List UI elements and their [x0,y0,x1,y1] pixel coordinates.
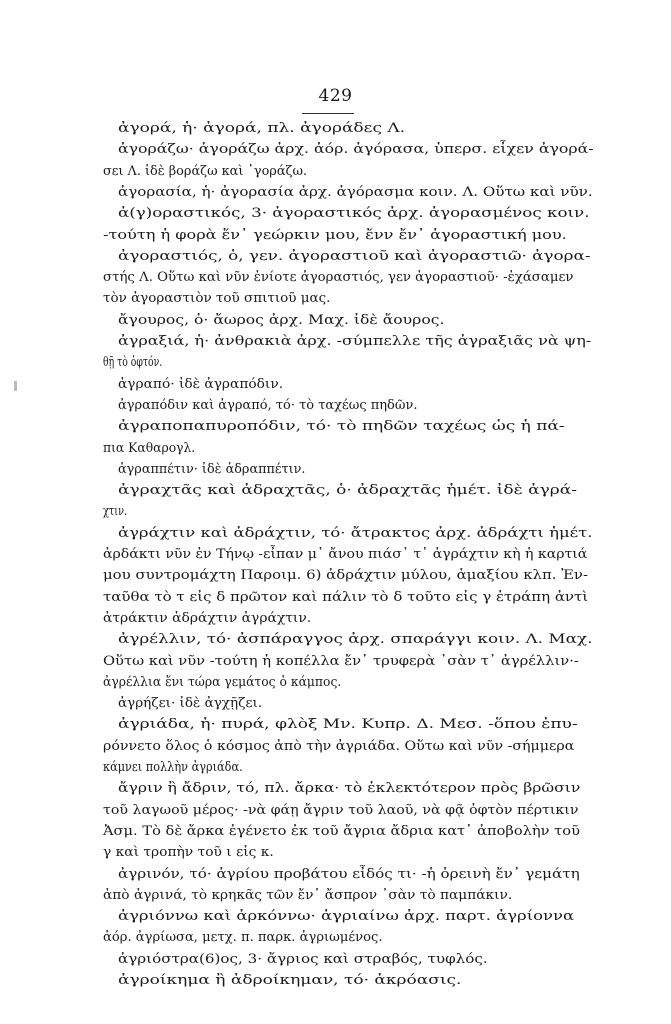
entry-line: ἀγραποπαπυροπόδιν, τό· τὸ πηδῶν ταχέως ὡς ἡ πά- [118,418,565,434]
entry-line: ἀγοράζω· ἀγοράζω ἀρχ. ἀόρ. ἀγόρασα, ὑπερσ. εἶχεν ἀγορά- [118,141,594,157]
page-number: 429 [318,86,353,106]
entry-line: στής Λ. Οὕτω καὶ νῦν ἐνίοτε ἀγοραστιός, γεν ἀγοραστιοῦ· -ἐχάσαμεν [103,269,574,285]
entry-line: ἀγραξιά, ἡ· ἀνθρακιὰ ἀρχ. -σύμπελλε τῆς ἀγραξιᾶς νὰ ψη- [118,333,592,348]
entry-line: ἀγραπόδιν καὶ ἀγραπό, τό· τὸ ταχέως πηδῶν. [118,396,418,412]
entry-line: θῇ τὸ ὀφτόν. [103,354,163,370]
entry-line: ἄγριν ἢ ἄδριν, τό, πλ. ἄρκα· τὸ ἐκλεκτότερον πρὸς βρῶσιν [118,780,581,796]
entry-line: ἀγραχτᾶς καὶ ἀδραχτᾶς, ὁ· ἀδραχτᾶς ἡμέτ. ἰδὲ ἀγρά- [118,482,578,498]
entry-line: ἀγρήζει· ἰδὲ ἀγχῇζει. [118,695,263,711]
entry-line: χτιν. [103,503,128,519]
entry-line: ἀγραππέτιν· ἰδὲ ἀδραππέτιν. [118,460,306,476]
entry-line: ἀρδάκτι νῦν ἐν Τήνῳ -εἶπαν μ᾽ ἄνου πιάσ᾽ τ᾽ ἀγράχτιν κὴ ἡ καρτιά [103,546,588,561]
entry-line: ἀγορά, ἡ· ἀγορά, πλ. ἀγοράδες Λ. [118,120,406,135]
entry-line: ἀγοραστιός, ὁ, γεν. ἀγοραστιοῦ καὶ ἀγοραστιῶ· ἀγορα- [118,247,591,263]
entry-line: τὸν ἀγοραστιὸν τοῦ σπιτιοῦ μας. [103,290,331,306]
entry-line: ἀγρινόν, τό· ἀγρίου προβάτου εἶδός τι· -ἡ ὀρεινὴ ἔν᾽ γεμάτη [118,865,580,881]
entry-line: ἀγρέλλιν, τό· ἀσπάραγγος ἀρχ. σπαράγγι κοιν. Λ. Μαχ. [118,631,593,647]
entry-line: ἀγρέλλια ἔνι τώρα γεμάτος ὁ κάμπος. [103,673,342,689]
entry-line: τοῦ λαγωοῦ μέρος· -νὰ φάῃ ἄγριν τοῦ λαοῦ, νὰ φᾷ ὀφτὸν πέρτικιν [103,801,579,817]
entry-line: Οὕτω καὶ νῦν -τούτη ἡ κοπέλλα ἔν᾽ τρυφερὰ ᾽σὰν τ᾽ ἀγρέλλιν·- [103,652,579,668]
margin-mark [14,381,17,391]
entry-line: κάμνει πολλὴν ἀγριάδα. [103,759,243,774]
entry-line: ἀγροίκημα ἢ ἀδροίκημαν, τό· ἀκρόασις. [118,972,462,987]
entry-line: ἄγουρος, ὁ· ἄωρος ἀρχ. Μαχ. ἰδὲ ἄουρος. [118,311,445,327]
entry-line: ἀ(γ)οραστικός, 3· ἀγοραστικός ἀρχ. ἀγορασμένος κοιν. [118,205,590,221]
entry-line: ἀγορασία, ἡ· ἀγορασία ἀρχ. ἀγόρασμα κοιν. Λ. Οὕτω καὶ νῦν. [118,183,593,199]
entry-line: ταῦθα τὸ τ εἰς δ πρῶτον καὶ πάλιν τὸ δ τοῦτο εἰς γ ἐτράπη ἀντὶ [103,588,589,604]
entry-line: ἀτράκτιν ἀδράχτιν ἀγράχτιν. [103,609,312,625]
entry-line: γ καὶ τροπὴν τοῦ ι εἰς κ. [103,844,274,860]
entry-line: ἀγραπό· ἰδὲ ἀγραπόδιν. [118,375,284,391]
entry-line: ἀγριάδα, ἡ· πυρά, φλὸξ Μν. Κυπρ. Δ. Μεσ. -ὅπου ἐπυ- [118,716,578,732]
entry-line: ἀγριόστρα(6)ος, 3· ἄγριος καὶ στραβός, τυφλός. [118,950,488,966]
entry-line: ἀπὸ ἀγρινά, τὸ κρηκᾶς τῶν ἔν᾽ ἄσπρον ᾽σὰν τὸ παμπάκιν. [103,886,513,902]
entry-line: ἀγριόννω καὶ ἀρκόννω· ἀγριαίνω ἀρχ. παρτ. ἀγρίοννα [118,908,575,924]
entry-line: μου συντρομάχτη Παροιμ. 6) ἀδράχτιν μύλου, ἁμαξίου κλπ. Ἐν- [103,567,589,583]
entry-line: Ἀσμ. Τὸ δὲ ἄρκα ἐγένετο ἐκ τοῦ ἄγρια ἄδρια κατ᾽ ἀποβολὴν τοῦ [103,822,580,838]
entry-line: -τούτη ἡ φορὰ ἔν᾽ γεώρκιν μου, ἔνν ἔν᾽ ἀγοραστική μου. [103,226,567,242]
entry-line: ρόννετο ὅλος ὁ κόσμος ἀπὸ τὴν ἀγριάδα. Οὕτω καὶ νῦν -σήμμερα [103,737,575,753]
page-number-rule [302,113,354,114]
entry-line: ἀγράχτιν καὶ ἀδράχτιν, τό· ἄτρακτος ἀρχ. ἀδράχτι ἡμέτ. [118,524,593,540]
entry-line: πια Καθαρογλ. [103,439,196,455]
entry-line: ἀόρ. ἀγρίωσα, μετχ. π. παρκ. ἀγριωμένος. [103,929,383,945]
entry-line: σει Λ. ἰδὲ βοράζω καὶ ᾽γοράζω. [103,162,308,178]
